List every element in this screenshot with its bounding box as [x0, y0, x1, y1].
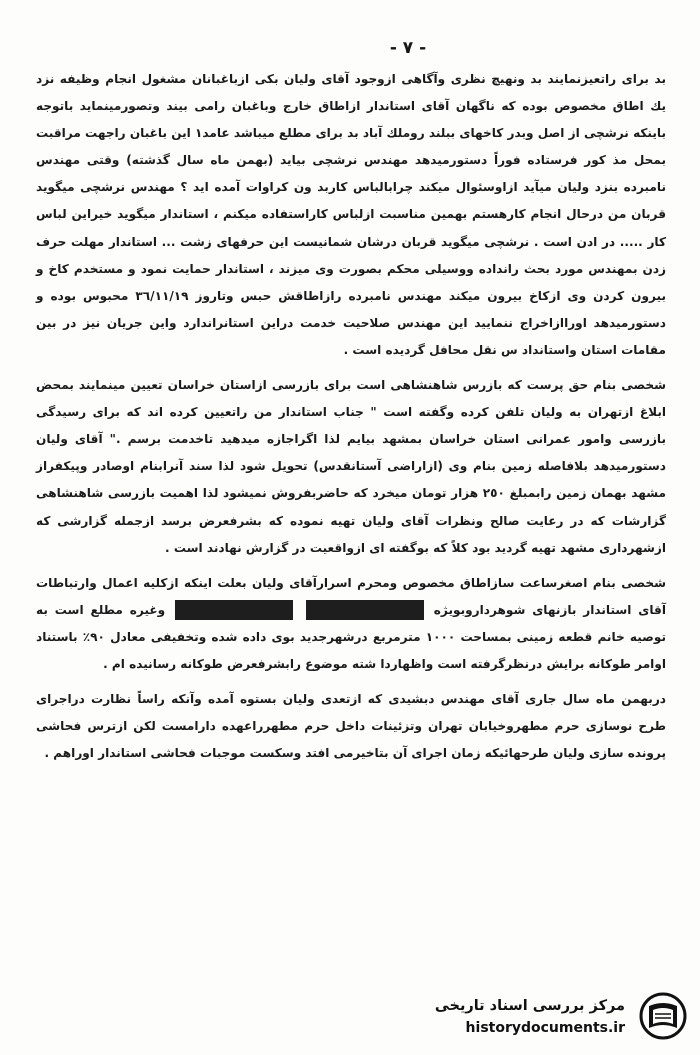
paragraph-4-text: دربهمن ماه سال جارى آقاى مهندس دبشيدى كه ازتعدى وليان بستوه آمده وآنكه راساً نظارت دراجراى طرح نوسازى حرم مطهروخيابان تهران وتزئينات داخل حرم مطهرراعهده دارامست لكن ازترس فحاشى پرونده سازى وليان طرحهائيكه زمان اجراى آن بتاخيرمى افتد وسكست موجبات فحاشى استاندار اوراهم .: [36, 692, 666, 761]
paragraph-2-text: شخصى بنام حق پرست كه بازرس شاهنشاهى است براى بازرسى ازاستان خراسان تعيين مينمايند بمحض ابلاغ ازتهران به وليان تلفن كرده وگفته است " جناب استاندار من راتعيين كرده اند كه براى رسيدگى بازرسى وامور عمرانى استان خراسان بمشهد بيايم لذا اگراجازه ميدهيد تاخدمت برسم ." آقاى وليان دستورميدهد بلافاصله زمين بنام وى (ازاراضى آستانقدس) تحويل شود لذا سند آنرابنام اوصادر وپيكفراز مشهد بهمان زمين رابمبلغ ٢٥٠ هزار تومان ميخرد كه حاضربفروش نميشود لذا اهميت بازرسى شاهنشاهى گزارشات كه در رعايت صالح ونظرات آقاى وليان تهيه نموده كه بشرفعرض برسد ازجمله گزارشى كه ازشهردارى مشهد تهيه گرديد بود كلاً كه بوگفته اى ازواقعيت در گزارش نهادند است .: [36, 378, 666, 555]
paragraph-3-text-start: شخصى بنام اصغرساعت سازاطاق مخصوص ومحرم اسرارآقاى وليان بعلت اينكه ازكليه اعمال وارتباطات آقاى استاندار بازنهاى شوهرداروبويژه: [36, 575, 666, 617]
paragraph-1: [36, 66, 666, 364]
watermark-url: historydocuments.ir: [465, 1020, 625, 1036]
book-scroll-logo-icon: [635, 992, 691, 1040]
archive-watermark: [405, 992, 695, 1042]
redaction-block: [175, 600, 293, 620]
paragraph-3-text-end: وغيره مطلع است به توصيه خانم قطعه زمينى بمساحت ١٠٠٠ مترمربع درشهرجديد بوى داده شده وتخفيفى معادل ٩٠٪ باستناد اوامر طوكانه برايش درنظرگرفته است واظهاردا شته موضوع رابشرفعرض طوكانه رسانيده ام .: [36, 602, 666, 671]
redaction-block: [306, 600, 424, 620]
page-number: - ۷ -: [389, 38, 427, 58]
watermark-title: مرکز بررسی اسناد تاریخی: [434, 998, 625, 1014]
document-body: [36, 66, 666, 767]
paragraph-4: [36, 686, 666, 767]
paragraph-1-text: بد براى راتعيزنمايند بد ونهيچ نظرى وآگاهى ازوجود آقاى وليان بكى ازباغبانان مشغول انجام وظيفه نزد يك اطاق مخصوص بوده كه ناگهان آقاى استاندار ازاطاق خارج وباغبان رامى بيند وتصورمينمايد باتوجه باينكه نرشچى از اصل وبدر كاخهاى ببلند روملك آباد بد براى مطلع ميباشد عامد١ اين باغبان راجهت مراقبت بمحل مذ كور فرستاده فوراً دستورميدهد مهندس نرشچى بيايد (بهمن ماه سال گذشته) وقتى مهندس نامبرده بنزد وليان ميآيد ازاوسئوال ميكند چرابالباس كاربد ون كراوات آمده ايد ؟ مهندس نرشچى ميگويد قربان من درحال انجام كارهستم بهمين مناسبت ازلباس كاراستفاده ميكنم ، استاندار ميگويد خيراين لباس كار ..... در ادن است . نرشچى ميگويد قربان درشان شمانيست اين حرفهاى زشت ... استاندار مهلت حرف زدن بمهندس مورد بحث رانداده ووسيلى محكم بصورت وى ميزند ، استاندار حمايت نمود و مستخدم كاخ و بيرون كردن وى ازكاخ بيرون ميكند مهندس نامبرده رازاطاقش حبس وتاروز ٣٦/١١/١٩ محبوس بوده و دستورميدهد اوراازاخراج ننماييد اين مهندس صلاحيت خدمت دراين استانراندارد واين جريان نيز در بين مقامات استان واستانداد س نقل محافل گرديده است .: [36, 72, 667, 357]
paragraph-3: [36, 570, 666, 678]
paragraph-2: [36, 372, 666, 562]
